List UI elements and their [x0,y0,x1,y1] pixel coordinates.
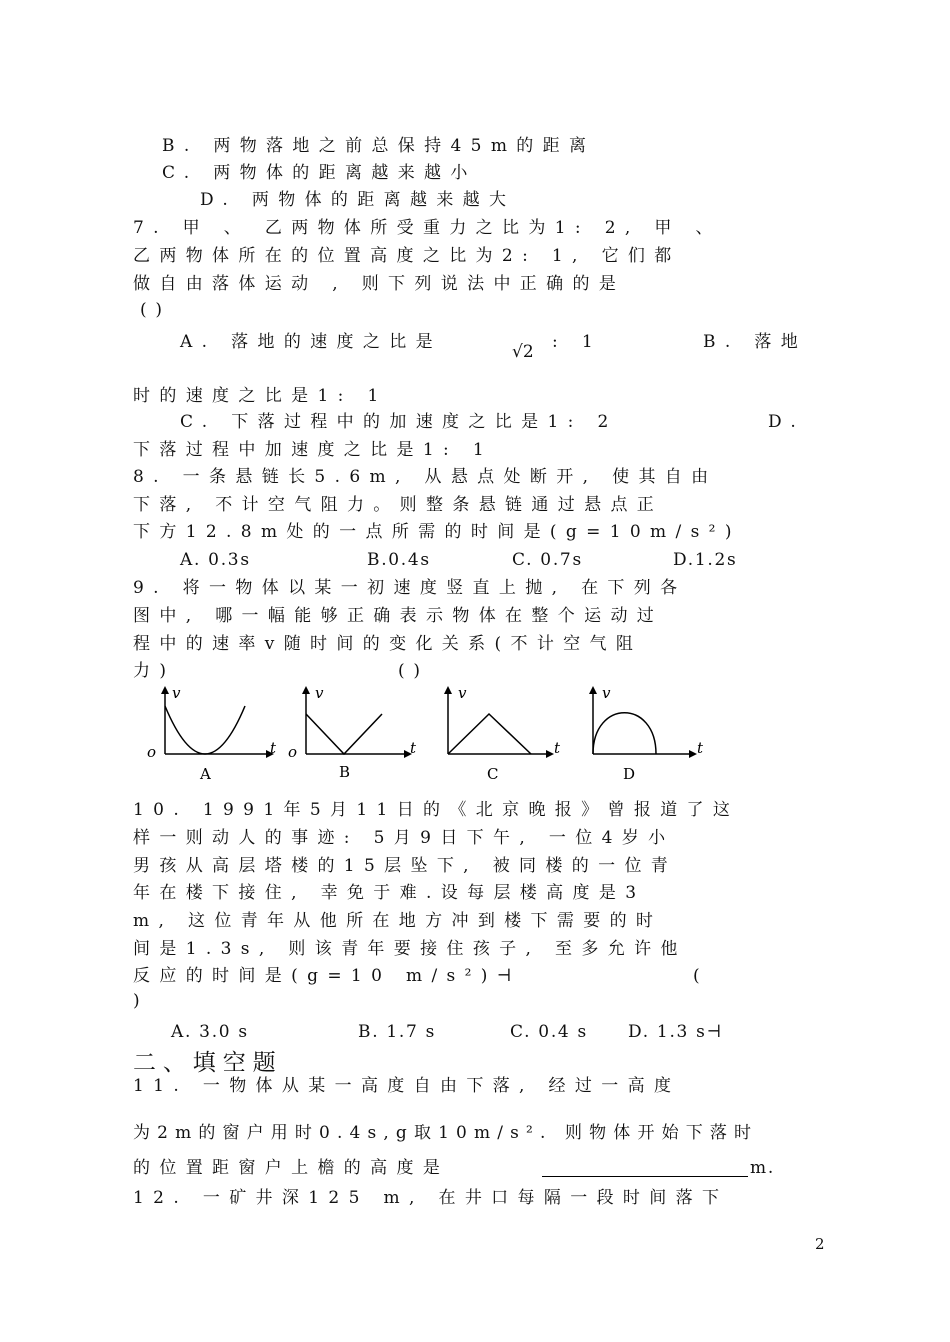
q11-line-2: 为2m的窗户用时0.4s,g取10m/s². 则物体开始下落时 [133,1123,759,1143]
q6-option-b: B. 两物落地之前总保持45m的距离 [162,136,596,156]
q10-line-5: m, 这位青年从他所在地方冲到楼下需要的时 [133,911,663,931]
answer-blank[interactable] [542,1176,748,1177]
q10-option-b: B. 1.7 s [358,1022,437,1042]
axis-label-t: t [410,739,417,757]
q8-option-c: C. 0.7s [512,550,583,570]
q7-option-b: B. 落地 [703,332,808,352]
q7-option-c: C. 下落过程中的加速度之比是1: 2 [180,412,618,432]
q10-bracket-open: ( [693,966,709,986]
q9-line-1: 9. 将一物体以某一初速度竖直上抛, 在下列各 [133,578,687,598]
q7-line-3: 做自由落体运动 , 则下列说法中正确的是 [133,274,626,294]
q6-option-c: C. 两物体的距离越来越小 [162,163,477,183]
q9-line-4: 力) [133,661,176,681]
q7-line-8: 下落过程中加速度之比是1: 1 [133,440,494,460]
q10-line-4: 年在楼下接住, 幸免于难.设每层楼高度是3 [133,883,646,903]
axis-label-v: v [172,684,181,702]
graph-label-b: B [339,763,351,781]
q10-line-6: 间是1.3s, 则该青年要接住孩子, 至多允许他 [133,939,687,959]
q11-line-3: 的位置距窗户上檐的高度是 [133,1158,450,1178]
origin-label: o [147,743,157,761]
axis-label-t: t [554,739,561,757]
q7-line-6: 时的速度之比是1: 1 [133,386,388,406]
q11-line-1: 11. 一物体从某一高度自由下落, 经过一高度 [133,1076,681,1096]
q10-line-7: 反应的时间是(g=10 m/s²)⊣ [133,966,521,986]
q10-option-d: D. 1.3 s⊣ [628,1022,723,1042]
graph-label-a: A [200,765,211,783]
q8-option-b: B.0.4s [367,550,431,570]
q10-option-c: C. 0.4 s [510,1022,588,1042]
q10-line-1: 10. 1991年5月11日的《北京晚报》曾报道了这 [133,800,740,820]
axis-label-t: t [270,739,277,757]
page-number: 2 [815,1235,825,1253]
axis-label-v: v [315,684,324,702]
graph-label-c: C [487,765,499,783]
q8-line-1: 8. 一条悬链长5.6m, 从悬点处断开, 使其自由 [133,467,718,487]
q11-unit: m. [750,1158,775,1178]
graph-c [425,684,570,788]
axis-label-v: v [602,684,611,702]
q10-bracket-close: ) [133,991,149,1011]
graph-d [568,684,713,788]
q7-line-1: 7. 甲 、 乙两物体所受重力之比为1: 2, 甲 、 [133,218,722,238]
q9-answer-bracket: ( ) [398,661,422,681]
graph-b [283,684,428,788]
q8-option-a: A. 0.3s [180,550,251,570]
q7-answer-bracket: ( ) [140,300,164,320]
q6-option-d: D. 两物体的距离越来越大 [200,190,516,210]
q10-line-2: 样一则动人的事迹: 5月9日下午, 一位4岁小 [133,828,675,848]
q8-line-3: 下方12.8m处的一点所需的时间是(g=10m/s²) [133,522,741,542]
axis-label-v: v [458,684,467,702]
q7-option-a: A. 落地的速度之比是 [180,332,442,352]
origin-label: o [288,743,298,761]
q7-option-a-ratio: : 1 [552,332,602,352]
q10-option-a: A. 3.0 s [171,1022,249,1042]
q7-line-2: 乙两物体所在的位置高度之比为2: 1, 它们都 [133,246,681,266]
section-heading-fill-in: 二、填空题 [133,1050,283,1076]
q10-line-3: 男孩从高层塔楼的15层坠下, 被同楼的一位青 [133,856,678,876]
graph-a [140,684,285,788]
q8-line-2: 下落, 不计空气阻力。则整条悬链通过悬点正 [133,495,664,515]
q9-line-3: 程中的速率v随时间的变化关系(不计空气阻 [133,634,643,654]
q7-option-d: D. [768,412,806,432]
axis-label-t: t [697,739,704,757]
sqrt-two: √2 [512,342,534,362]
q12-line-1: 12. 一矿井深125 m, 在井口每隔一段时间落下 [133,1188,729,1208]
q9-line-2: 图中, 哪一幅能够正确表示物体在整个运动过 [133,606,664,626]
graph-label-d: D [623,765,636,783]
q8-option-d: D.1.2s [673,550,738,570]
